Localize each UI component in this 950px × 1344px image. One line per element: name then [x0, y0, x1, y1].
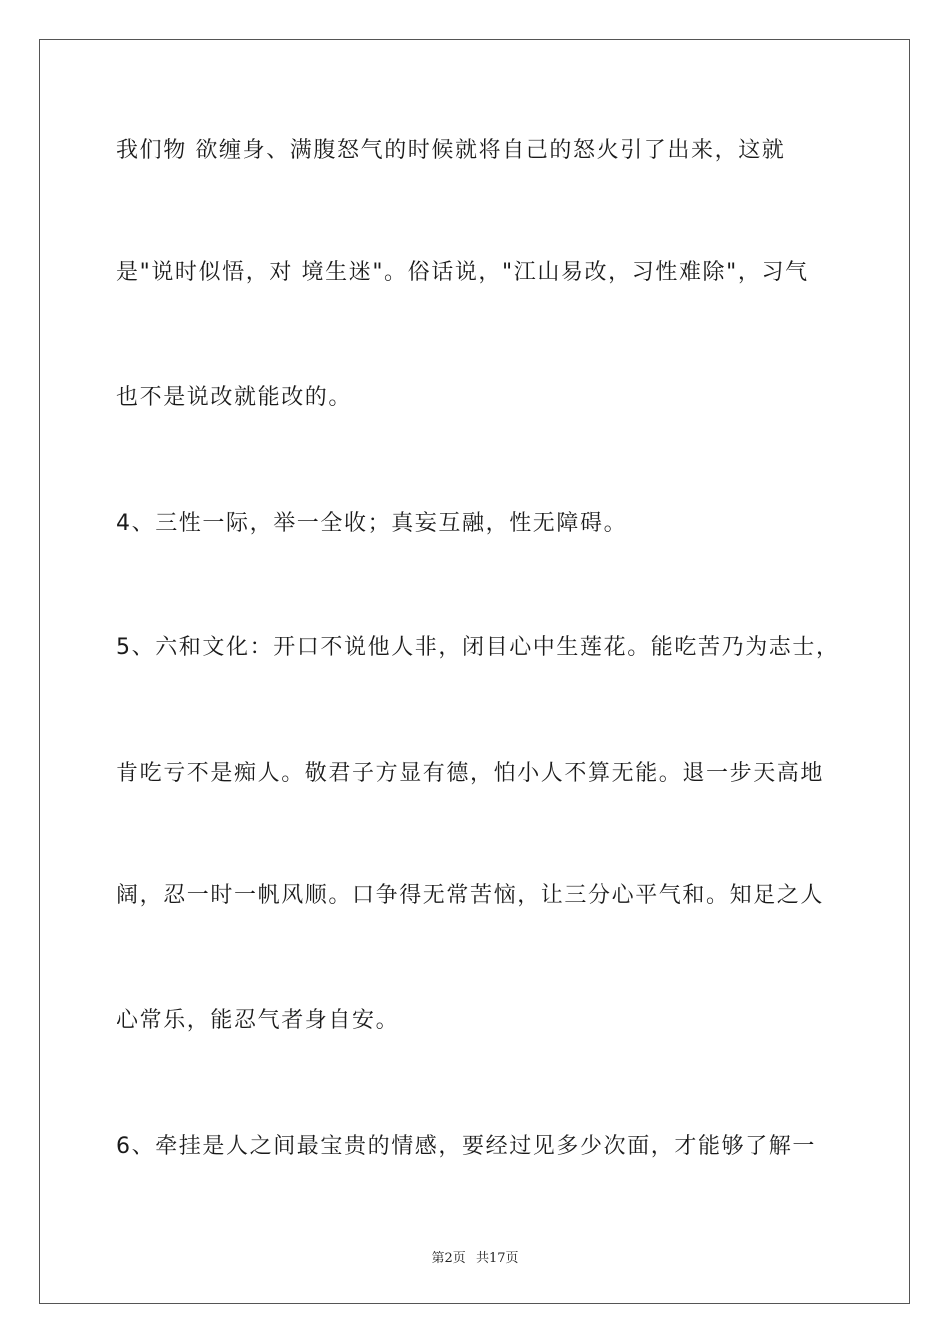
page-footer	[0, 1247, 950, 1266]
text-line-3: 也不是说改就能改的。	[116, 385, 353, 410]
text-line-7: 阔，忍一时一帆风顺。口争得无常苦恼，让三分心平气和。知足之人	[116, 883, 825, 908]
text-line-8: 心常乐，能忍气者身自安。	[116, 1008, 400, 1033]
text-line-2: 是"说时似悟，对 境生迷"。俗话说，"江山易改，习性难除"，习气	[116, 260, 809, 285]
page-total: 共17页	[475, 1251, 519, 1266]
text-line-1: 我们物 欲缠身、满腹怒气的时候就将自己的怒火引了出来，这就	[116, 138, 786, 163]
text-line-6: 肯吃亏不是痴人。敬君子方显有德，怕小人不算无能。退一步天高地	[116, 761, 825, 786]
text-line-9: 6、牵挂是人之间最宝贵的情感，要经过见多少次面，才能够了解一	[116, 1134, 816, 1159]
page-number: 第2页	[431, 1251, 466, 1266]
text-line-5: 5、六和文化：开口不说他人非，闭目心中生莲花。能吃苦乃为志士，	[116, 635, 840, 660]
text-line-4: 4、三性一际，举一全收；真妄互融，性无障碍。	[116, 511, 628, 536]
page-frame	[39, 39, 910, 1304]
